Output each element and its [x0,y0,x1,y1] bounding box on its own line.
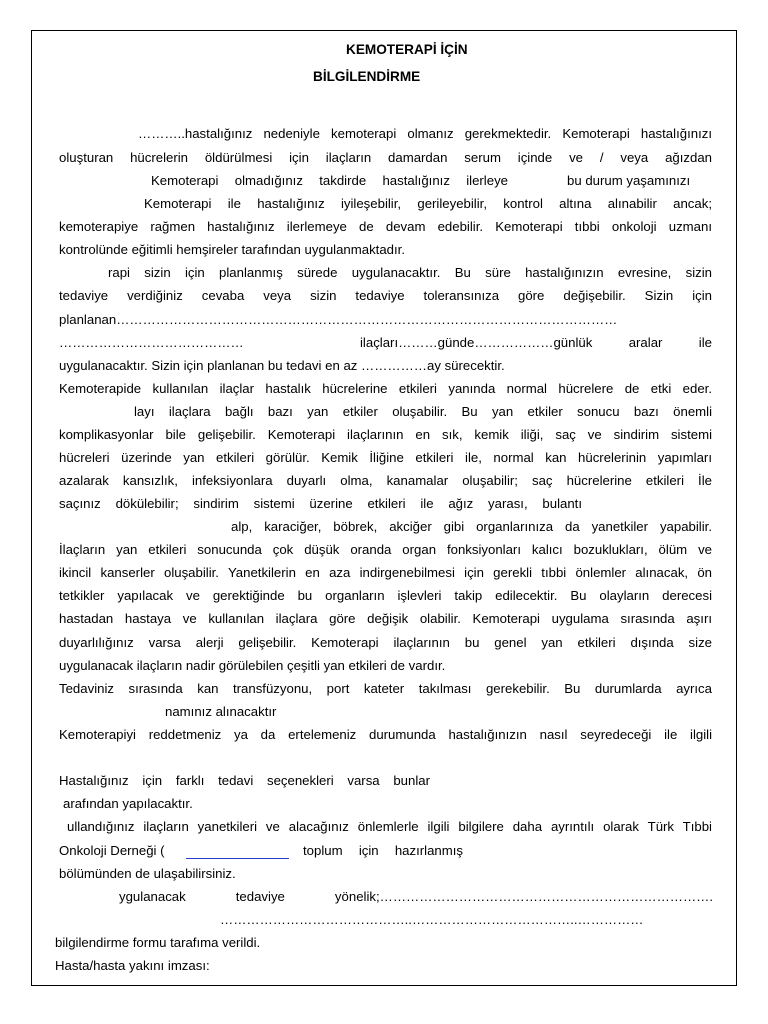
text-line: Kemoterapi olmadığınız takdirde hastalığınız ilerleye [151,173,508,188]
link-underline [186,858,289,859]
text-line: Kemoterapi ile hastalığınız iyileşebilir, gerileyebilir, kontrol altına alınabilir ancak; [144,196,712,211]
text-line: arafından yapılacaktır. [63,796,193,811]
text-line: bu durum yaşamınızı [567,173,691,188]
text-line: Hasta/hasta yakını imzası: [55,958,210,973]
text-line: duyarlılığınız varsa alerji gelişebilir. Kemoterapi ilaçlarının bu genel yan etkileri dışında size [59,635,712,650]
text-line: layı ilaçlara bağlı bazı yan etkiler oluşabilir. Bu yan etkiler sonucu bazı önemli [134,404,712,419]
text-line: namınız alınacaktır [165,704,277,719]
text-line: uygulanacaktır. Sizin için planlanan bu tedavi en az ……………ay sürecektir. [59,358,505,373]
text-line: saçınız dökülebilir; sindirim sistemi üzerine etkileri ile ağız yarası, bulantı [59,496,582,511]
text-line: azalarak kansızlık, infeksiyonlara duyarlı olma, kanamalar oluşabilir; saç hücrelerine etkileri İle [59,473,712,488]
document-title-line-1: KEMOTERAPİ İÇİN [346,42,468,57]
text-line: ygulanacak tedaviye yönelik;…………………………………………………………………. [119,889,713,904]
text-line: ullandığınız ilaçların yanetkileri ve alacağınız önlemlerle ilgili bilgilere daha ayrıntılı olarak Türk Tıbbi [67,819,712,834]
text-line: kemoterapiye rağmen hastalığınız ilerlemeye de devam edebilir. Kemoterapi tıbbi onkoloji uzmanı [59,219,712,234]
text-line: ………..hastalığınız nedeniyle kemoterapi olmanız gerekmektedir. Kemoterapi hastalığınızı [138,126,712,141]
text-line: bilgilendirme formu tarafıma verildi. [55,935,261,950]
text-line: toplum için hazırlanmış [303,843,463,858]
text-line: hücreleri üzerinde yan etkileri görülür. Kemik İliğine etkileri ile, normal kan hücrelerinin yapımları [59,450,712,465]
text-line: tedaviye verdiğiniz cevaba veya sizin tedaviye toleransınıza göre değişebilir. Sizin için [59,288,712,303]
text-line: bölümünden de ulaşabilirsiniz. [59,866,236,881]
document-title-line-2: BİLGİLENDİRME [313,69,421,84]
text-line: Tedaviniz sırasında kan transfüzyonu, port kateter takılması gerekebilir. Bu durumlarda ayrıca [59,681,712,696]
text-line: hastadan hastaya ve kullanılan ilaçlara göre değişik olabilir. Kemoterapi uygulama sırasında aşırı [59,611,712,626]
text-line: İlaçların yan etkileri sonucunda çok düşük oranda organ fonksiyonları kalıcı bozuklukları, ölüm ve [59,542,712,557]
text-line: ilaçları………günde………………günlük aralar ile [360,335,712,350]
text-line: uygulanacak ilaçların nadir görülebilen çeşitli yan etkileri de vardır. [59,658,446,673]
text-line: rapi sizin için planlanmış sürede uygulanacaktır. Bu süre hastalığınızın evresine, sizin [108,265,712,280]
text-line: ikincil kanserler oluşabilir. Yanetkilerin en aza indirgenebilmesi için gerekli tıbbi önlemler alınacak, ön [59,565,712,580]
text-line: alp, karaciğer, böbrek, akciğer gibi organlarınıza da yanetkiler yapabilir. [231,519,712,534]
text-line: kontrolünde eğitimli hemşireler tarafından uygulanmaktadır. [59,242,405,257]
text-line: tetkikler yapılacak ve gerektiğinde bu organların işlevleri takip edilecektir. Bu olayların derecesi [59,588,712,603]
text-line: planlanan…………………………………………………………………………………………………… [59,312,618,327]
text-line: ……………………………………..………………………………..…………… [220,912,644,927]
text-line: komplikasyonlar bile gelişebilir. Kemoterapi ilaçlarının en sık, kemik iliği, saç ve sindirim sistemi [59,427,712,442]
text-line: …………………………………… [59,335,244,350]
text-line: oluşturan hücrelerin öldürülmesi için ilaçların damardan serum içinde ve / veya ağızdan [59,150,712,165]
text-line: Onkoloji Derneği ( [59,843,165,858]
text-line: Kemoterapiyi reddetmeniz ya da ertelemeniz durumunda hastalığınızın nasıl seyredeceği ile ilgili [59,727,712,742]
text-line: Kemoterapide kullanılan ilaçlar hastalık hücrelerine etkileri yanında normal hücrelere de etki eder. [59,381,712,396]
text-line: Hastalığınız için farklı tedavi seçenekleri varsa bunlar [59,773,430,788]
